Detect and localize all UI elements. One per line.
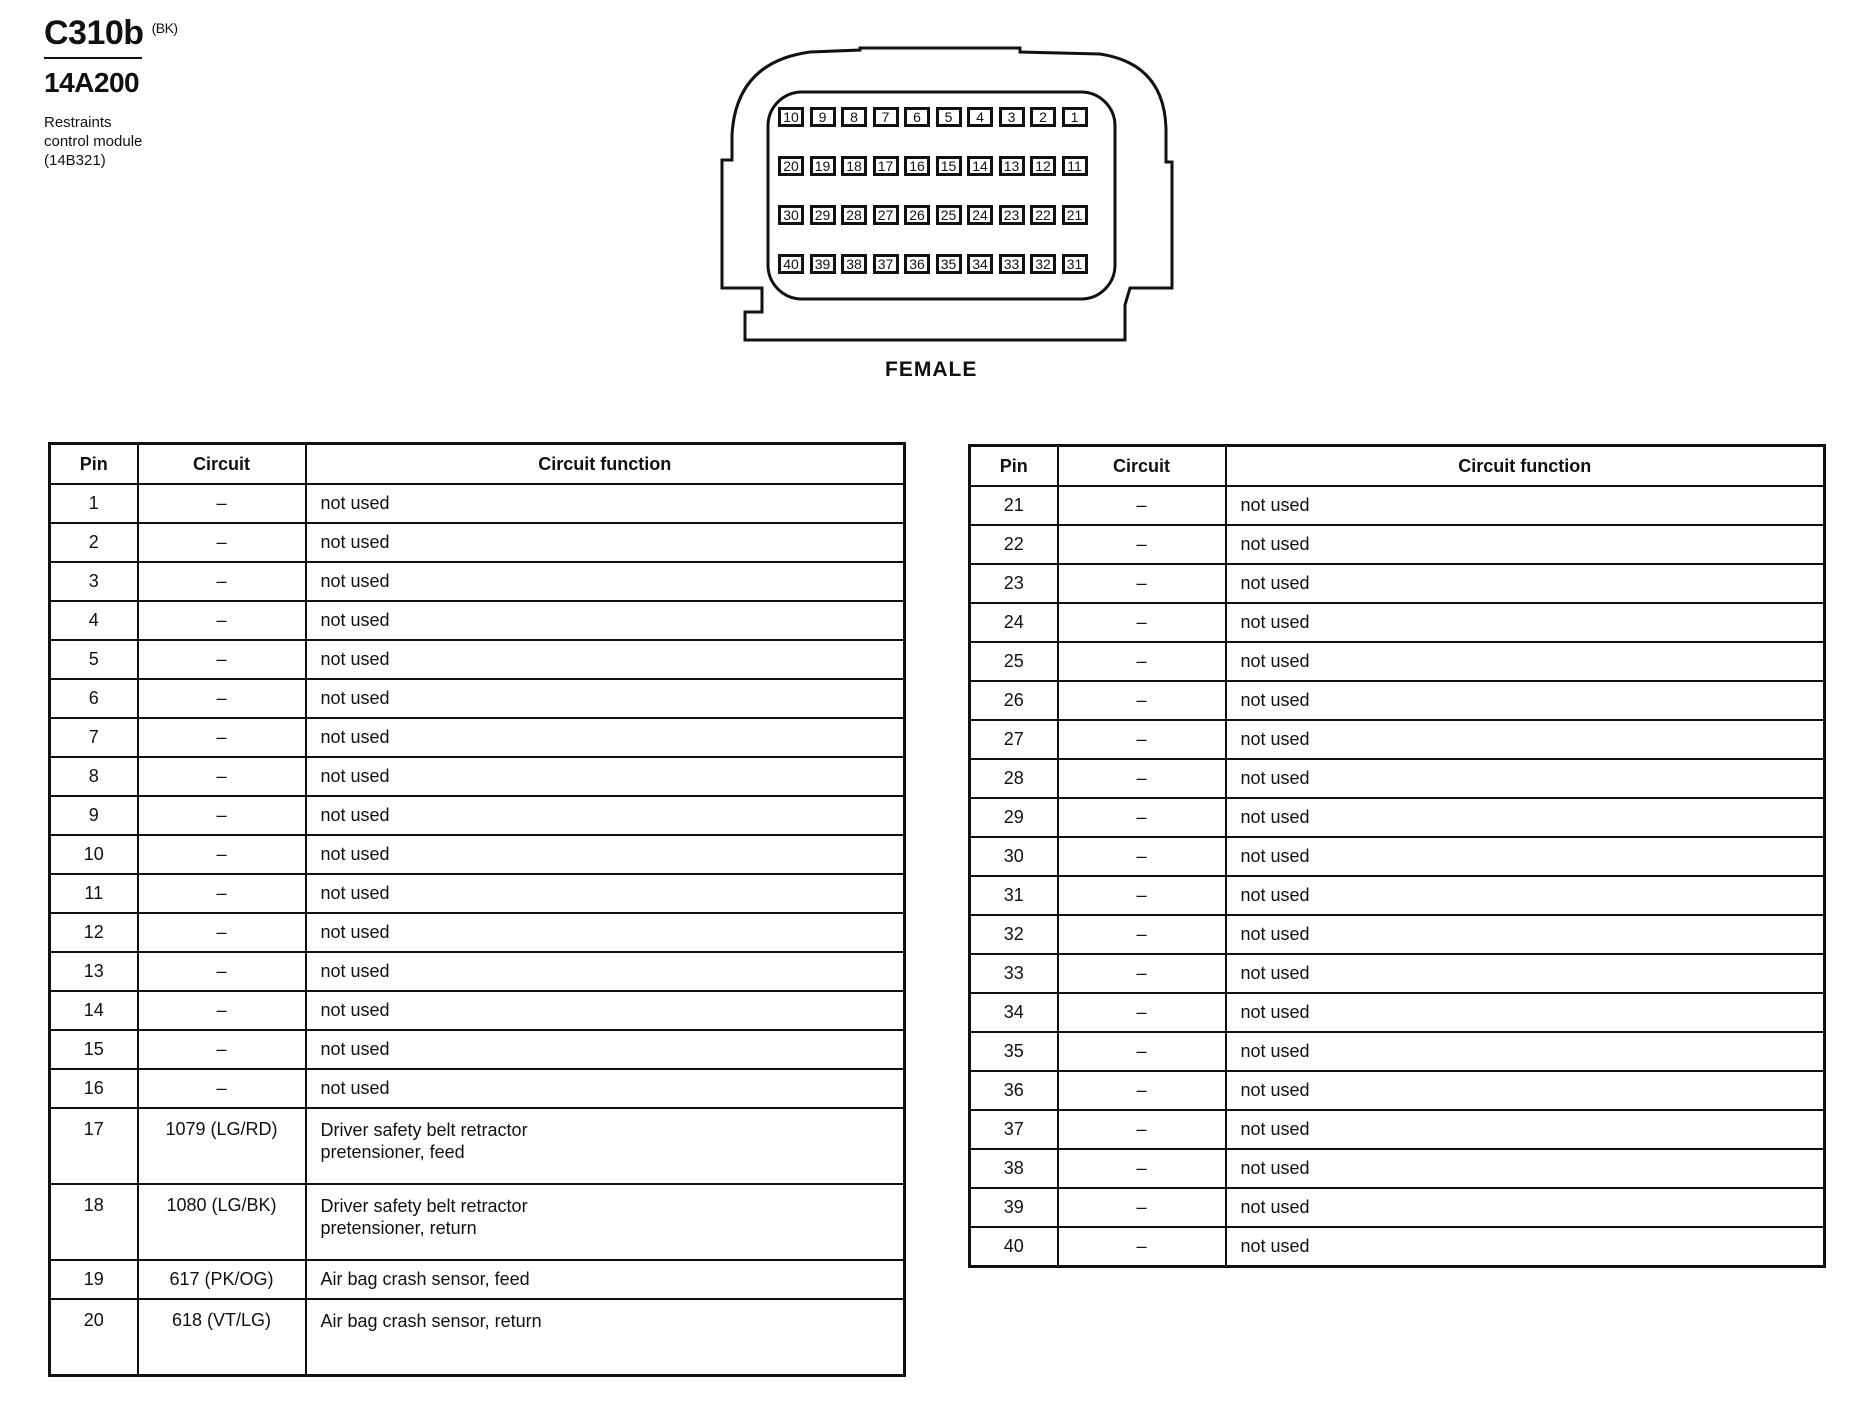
column-header-function: Circuit function xyxy=(306,444,905,485)
table-row xyxy=(50,640,905,679)
circuit-function-line: not used xyxy=(320,649,390,669)
table-row xyxy=(50,1069,905,1108)
circuit-cell: – xyxy=(1058,486,1226,525)
table-row xyxy=(970,759,1825,798)
circuit-function-line: not used xyxy=(320,1000,390,1020)
circuit-cell: – xyxy=(1058,798,1226,837)
circuit-function-line: not used xyxy=(320,532,390,552)
circuit-function-cell xyxy=(1226,603,1825,642)
circuit-function-line: not used xyxy=(1240,1002,1310,1022)
column-header-pin: Pin xyxy=(50,444,138,485)
circuit-function-line: not used xyxy=(1240,1080,1310,1100)
pin-number-cell: 36 xyxy=(970,1071,1058,1110)
table-row xyxy=(970,1071,1825,1110)
table-row xyxy=(970,1227,1825,1267)
circuit-cell: – xyxy=(1058,954,1226,993)
table-row xyxy=(50,952,905,991)
circuit-function-line: not used xyxy=(320,727,390,747)
connector-pin: 28 xyxy=(841,205,867,225)
column-header-circuit: Circuit xyxy=(1058,446,1226,487)
circuit-function-line: not used xyxy=(1240,534,1310,554)
pin-number-cell: 33 xyxy=(970,954,1058,993)
circuit-cell: – xyxy=(138,562,306,601)
circuit-cell: – xyxy=(1058,720,1226,759)
connector-pin: 29 xyxy=(810,205,836,225)
pin-number-cell: 18 xyxy=(50,1184,138,1260)
connector-pin: 36 xyxy=(904,254,930,274)
circuit-cell: – xyxy=(138,796,306,835)
connector-pin: 27 xyxy=(873,205,899,225)
circuit-function-cell xyxy=(306,835,905,874)
pin-number-cell: 3 xyxy=(50,562,138,601)
connector-pin: 32 xyxy=(1030,254,1056,274)
pin-number-cell: 28 xyxy=(970,759,1058,798)
pin-number-cell: 5 xyxy=(50,640,138,679)
pin-number-cell: 30 xyxy=(970,837,1058,876)
pin-number-cell: 37 xyxy=(970,1110,1058,1149)
connector-pin: 24 xyxy=(967,205,993,225)
circuit-function-cell xyxy=(1226,1110,1825,1149)
circuit-cell: – xyxy=(138,952,306,991)
circuit-function-line: not used xyxy=(1240,963,1310,983)
circuit-function-line: not used xyxy=(1240,1119,1310,1139)
circuit-cell: – xyxy=(1058,1227,1226,1267)
table-row xyxy=(50,562,905,601)
circuit-cell: – xyxy=(1058,681,1226,720)
connector-pin: 7 xyxy=(873,107,899,127)
connector-pin: 14 xyxy=(967,156,993,176)
pinout-table-right xyxy=(968,444,1826,1268)
table-row xyxy=(50,991,905,1030)
pin-number-cell: 31 xyxy=(970,876,1058,915)
table-row xyxy=(970,1188,1825,1227)
circuit-function-cell xyxy=(1226,954,1825,993)
table-row xyxy=(970,1032,1825,1071)
pin-grid xyxy=(778,107,1094,303)
circuit-function-line: not used xyxy=(320,805,390,825)
pin-number-cell: 34 xyxy=(970,993,1058,1032)
pin-number-cell: 15 xyxy=(50,1030,138,1069)
circuit-function-line: not used xyxy=(1240,846,1310,866)
table-row xyxy=(970,993,1825,1032)
pin-number-cell: 32 xyxy=(970,915,1058,954)
part-number: 14A200 xyxy=(44,67,140,98)
table-row xyxy=(970,837,1825,876)
pin-number-cell: 1 xyxy=(50,484,138,523)
circuit-function-line: not used xyxy=(320,766,390,786)
circuit-function-line: not used xyxy=(320,571,390,591)
table-row xyxy=(970,954,1825,993)
circuit-function-cell xyxy=(306,796,905,835)
pin-number-cell: 8 xyxy=(50,757,138,796)
circuit-function-cell xyxy=(1226,1149,1825,1188)
circuit-function-cell xyxy=(306,640,905,679)
circuit-cell: 1080 (LG/BK) xyxy=(138,1184,306,1260)
table-row xyxy=(970,642,1825,681)
pin-number-cell: 16 xyxy=(50,1069,138,1108)
column-header-circuit: Circuit xyxy=(138,444,306,485)
circuit-cell: – xyxy=(138,1069,306,1108)
connector-pin: 5 xyxy=(936,107,962,127)
circuit-cell: – xyxy=(138,718,306,757)
connector-pin: 25 xyxy=(936,205,962,225)
pin-number-cell: 14 xyxy=(50,991,138,1030)
table-row xyxy=(50,874,905,913)
pin-number-cell: 39 xyxy=(970,1188,1058,1227)
description-line: (14B321) xyxy=(44,152,106,169)
circuit-function-line: not used xyxy=(1240,1041,1310,1061)
table-row xyxy=(50,523,905,562)
pinout-table-left xyxy=(48,442,906,1377)
connector-pin: 26 xyxy=(904,205,930,225)
module-description xyxy=(44,113,178,170)
circuit-cell: 1079 (LG/RD) xyxy=(138,1108,306,1184)
connector-code-text: C310b xyxy=(44,14,144,52)
circuit-function-line: pretensioner, feed xyxy=(320,1142,465,1162)
connector-pin: 34 xyxy=(967,254,993,274)
circuit-function-line: Air bag crash sensor, return xyxy=(320,1311,542,1331)
circuit-cell: – xyxy=(138,640,306,679)
circuit-function-line: not used xyxy=(1240,924,1310,944)
pin-row xyxy=(778,205,1094,231)
connector-pin: 22 xyxy=(1030,205,1056,225)
table-row xyxy=(970,798,1825,837)
connector-pin: 21 xyxy=(1062,205,1088,225)
table-row xyxy=(970,486,1825,525)
circuit-function-cell xyxy=(1226,876,1825,915)
circuit-cell: – xyxy=(1058,564,1226,603)
table-header-row xyxy=(970,446,1825,487)
circuit-function-line: not used xyxy=(320,961,390,981)
pin-number-cell: 23 xyxy=(970,564,1058,603)
connector-pin: 31 xyxy=(1062,254,1088,274)
circuit-cell: – xyxy=(1058,1032,1226,1071)
pin-number-cell: 7 xyxy=(50,718,138,757)
circuit-function-cell xyxy=(306,874,905,913)
circuit-cell: – xyxy=(1058,1110,1226,1149)
table-row xyxy=(50,757,905,796)
connector-pin: 23 xyxy=(999,205,1025,225)
circuit-function-line: not used xyxy=(320,844,390,864)
connector-pin: 8 xyxy=(841,107,867,127)
circuit-function-line: not used xyxy=(320,688,390,708)
circuit-function-line: not used xyxy=(1240,651,1310,671)
circuit-function-line: not used xyxy=(320,610,390,630)
pin-number-cell: 26 xyxy=(970,681,1058,720)
circuit-function-cell xyxy=(306,1108,905,1184)
circuit-cell: 618 (VT/LG) xyxy=(138,1299,306,1376)
circuit-function-cell xyxy=(1226,993,1825,1032)
circuit-function-line: not used xyxy=(1240,1236,1310,1256)
circuit-function-cell xyxy=(1226,1227,1825,1267)
circuit-function-line: not used xyxy=(1240,768,1310,788)
table-row xyxy=(50,484,905,523)
circuit-function-cell xyxy=(306,1299,905,1376)
circuit-function-cell xyxy=(1226,798,1825,837)
circuit-cell: – xyxy=(1058,759,1226,798)
connector-pin: 18 xyxy=(841,156,867,176)
circuit-function-cell xyxy=(1226,525,1825,564)
circuit-cell: – xyxy=(1058,837,1226,876)
connector-code xyxy=(44,14,178,53)
pin-number-cell: 4 xyxy=(50,601,138,640)
table-row xyxy=(970,564,1825,603)
circuit-function-line: not used xyxy=(1240,1158,1310,1178)
table-row xyxy=(50,1299,905,1376)
pin-number-cell: 20 xyxy=(50,1299,138,1376)
pin-row xyxy=(778,254,1094,280)
circuit-function-line: not used xyxy=(1240,807,1310,827)
connector-pin: 20 xyxy=(778,156,804,176)
connector-pin: 2 xyxy=(1030,107,1056,127)
circuit-function-line: not used xyxy=(320,1039,390,1059)
circuit-function-line: not used xyxy=(1240,573,1310,593)
table-header-row xyxy=(50,444,905,485)
table-row xyxy=(50,679,905,718)
circuit-cell: – xyxy=(1058,993,1226,1032)
circuit-cell: – xyxy=(138,679,306,718)
pin-number-cell: 19 xyxy=(50,1260,138,1299)
pin-row xyxy=(778,156,1094,182)
table-row xyxy=(50,1108,905,1184)
pin-number-cell: 10 xyxy=(50,835,138,874)
circuit-function-cell xyxy=(1226,915,1825,954)
circuit-function-cell xyxy=(306,523,905,562)
connector-face-diagram xyxy=(700,40,1180,355)
connector-pin: 16 xyxy=(904,156,930,176)
circuit-cell: – xyxy=(138,913,306,952)
connector-pin: 1 xyxy=(1062,107,1088,127)
table-row xyxy=(50,718,905,757)
circuit-function-cell xyxy=(1226,1032,1825,1071)
circuit-function-line: not used xyxy=(1240,1197,1310,1217)
circuit-function-cell xyxy=(306,757,905,796)
circuit-function-cell xyxy=(1226,1188,1825,1227)
circuit-function-cell xyxy=(306,679,905,718)
table-row xyxy=(970,681,1825,720)
table-row xyxy=(50,601,905,640)
table-row xyxy=(50,1260,905,1299)
circuit-cell: – xyxy=(138,874,306,913)
connector-header xyxy=(44,14,178,170)
circuit-function-line: Air bag crash sensor, feed xyxy=(320,1269,530,1289)
pin-number-cell: 38 xyxy=(970,1149,1058,1188)
pin-number-cell: 17 xyxy=(50,1108,138,1184)
pin-number-cell: 27 xyxy=(970,720,1058,759)
connector-pin: 3 xyxy=(999,107,1025,127)
circuit-function-cell xyxy=(1226,759,1825,798)
column-header-pin: Pin xyxy=(970,446,1058,487)
circuit-function-line: not used xyxy=(1240,690,1310,710)
circuit-function-cell xyxy=(1226,564,1825,603)
header-divider xyxy=(44,57,142,59)
circuit-function-cell xyxy=(306,718,905,757)
connector-pin: 10 xyxy=(778,107,804,127)
table-row xyxy=(970,720,1825,759)
circuit-function-line: not used xyxy=(320,493,390,513)
circuit-function-cell xyxy=(306,562,905,601)
circuit-cell: – xyxy=(138,601,306,640)
connector-pin: 19 xyxy=(810,156,836,176)
pin-number-cell: 24 xyxy=(970,603,1058,642)
table-row xyxy=(970,1149,1825,1188)
table-row xyxy=(50,835,905,874)
connector-gender-label: FEMALE xyxy=(885,358,978,381)
circuit-function-cell xyxy=(306,601,905,640)
circuit-function-line: Driver safety belt retractor xyxy=(320,1120,528,1140)
pin-number-cell: 29 xyxy=(970,798,1058,837)
pin-number-cell: 11 xyxy=(50,874,138,913)
connector-pin: 17 xyxy=(873,156,899,176)
description-line: Restraints xyxy=(44,114,112,131)
circuit-cell: – xyxy=(1058,1149,1226,1188)
table-row xyxy=(50,913,905,952)
pin-number-cell: 40 xyxy=(970,1227,1058,1267)
circuit-function-cell xyxy=(306,1184,905,1260)
circuit-cell: – xyxy=(138,484,306,523)
circuit-cell: – xyxy=(1058,525,1226,564)
circuit-function-line: not used xyxy=(1240,885,1310,905)
connector-pin: 15 xyxy=(936,156,962,176)
pin-number-cell: 22 xyxy=(970,525,1058,564)
circuit-function-cell xyxy=(1226,1071,1825,1110)
circuit-cell: 617 (PK/OG) xyxy=(138,1260,306,1299)
circuit-function-line: pretensioner, return xyxy=(320,1218,477,1238)
circuit-cell: – xyxy=(1058,1071,1226,1110)
connector-pin: 6 xyxy=(904,107,930,127)
connector-pin: 33 xyxy=(999,254,1025,274)
circuit-function-cell xyxy=(306,952,905,991)
pin-number-cell: 35 xyxy=(970,1032,1058,1071)
connector-pin: 9 xyxy=(810,107,836,127)
circuit-function-cell xyxy=(306,991,905,1030)
circuit-function-cell xyxy=(306,1260,905,1299)
connector-pin: 35 xyxy=(936,254,962,274)
pin-row xyxy=(778,107,1094,133)
table-row xyxy=(50,796,905,835)
circuit-function-cell xyxy=(1226,720,1825,759)
connector-pin: 38 xyxy=(841,254,867,274)
pin-number-cell: 12 xyxy=(50,913,138,952)
connector-pin: 13 xyxy=(999,156,1025,176)
circuit-function-cell xyxy=(306,484,905,523)
circuit-function-line: Driver safety belt retractor xyxy=(320,1196,528,1216)
circuit-cell: – xyxy=(1058,642,1226,681)
connector-pin: 4 xyxy=(967,107,993,127)
circuit-function-line: not used xyxy=(1240,729,1310,749)
circuit-cell: – xyxy=(138,1030,306,1069)
circuit-function-line: not used xyxy=(320,922,390,942)
circuit-cell: – xyxy=(138,835,306,874)
connector-pin: 40 xyxy=(778,254,804,274)
pin-number-cell: 9 xyxy=(50,796,138,835)
circuit-cell: – xyxy=(1058,603,1226,642)
circuit-function-line: not used xyxy=(1240,612,1310,632)
table-row xyxy=(50,1030,905,1069)
column-header-function: Circuit function xyxy=(1226,446,1825,487)
pin-number-cell: 6 xyxy=(50,679,138,718)
circuit-function-cell xyxy=(306,913,905,952)
connector-pin: 11 xyxy=(1062,156,1088,176)
pin-number-cell: 21 xyxy=(970,486,1058,525)
circuit-cell: – xyxy=(138,991,306,1030)
circuit-function-cell xyxy=(1226,837,1825,876)
connector-pin: 30 xyxy=(778,205,804,225)
circuit-function-cell xyxy=(306,1069,905,1108)
description-line: control module xyxy=(44,133,143,150)
circuit-function-line: not used xyxy=(320,1078,390,1098)
color-code: (BK) xyxy=(151,20,178,36)
table-row xyxy=(970,915,1825,954)
connector-pin: 39 xyxy=(810,254,836,274)
circuit-cell: – xyxy=(138,757,306,796)
circuit-function-cell xyxy=(1226,642,1825,681)
pin-number-cell: 2 xyxy=(50,523,138,562)
circuit-cell: – xyxy=(1058,915,1226,954)
circuit-function-cell xyxy=(306,1030,905,1069)
table-row xyxy=(970,525,1825,564)
pin-number-cell: 25 xyxy=(970,642,1058,681)
circuit-function-cell xyxy=(1226,486,1825,525)
circuit-function-line: not used xyxy=(1240,495,1310,515)
table-row xyxy=(50,1184,905,1260)
connector-pin: 37 xyxy=(873,254,899,274)
circuit-function-cell xyxy=(1226,681,1825,720)
table-row xyxy=(970,876,1825,915)
circuit-cell: – xyxy=(138,523,306,562)
circuit-cell: – xyxy=(1058,876,1226,915)
table-row xyxy=(970,603,1825,642)
connector-pin: 12 xyxy=(1030,156,1056,176)
pin-number-cell: 13 xyxy=(50,952,138,991)
table-row xyxy=(970,1110,1825,1149)
circuit-cell: – xyxy=(1058,1188,1226,1227)
circuit-function-line: not used xyxy=(320,883,390,903)
